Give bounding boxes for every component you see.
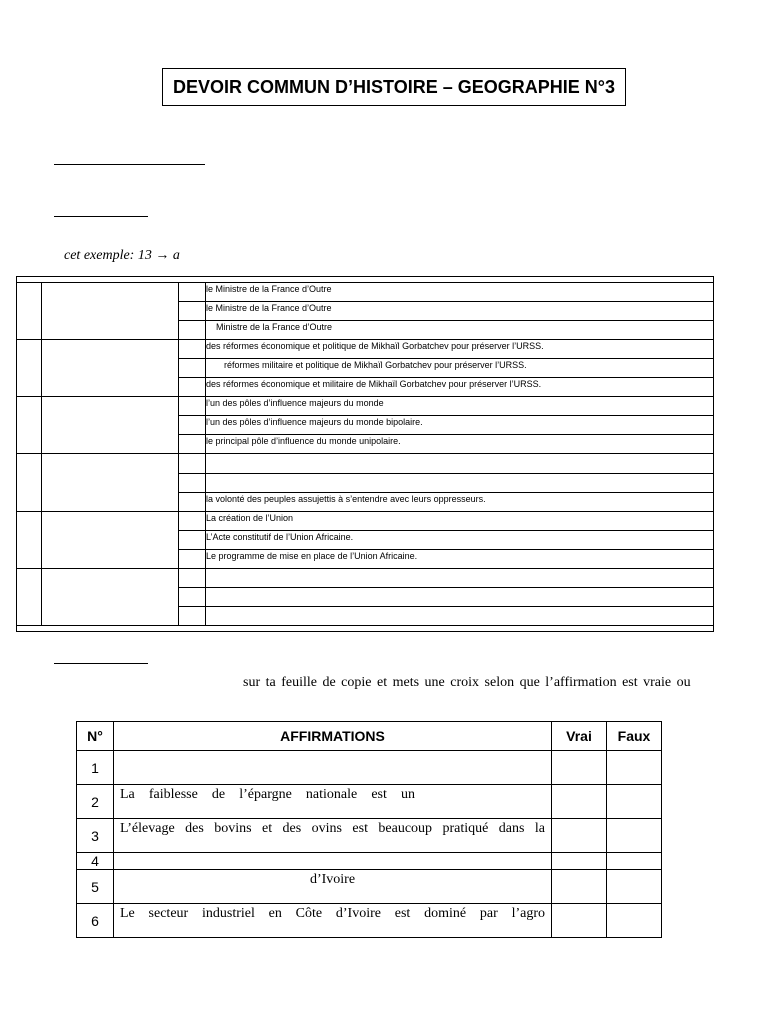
affirmation-text [114, 751, 552, 785]
table-row [77, 751, 662, 785]
qcm-table [16, 276, 714, 632]
header-vrai: Vrai [552, 722, 607, 751]
faux-checkbox[interactable] [607, 785, 662, 819]
faux-checkbox[interactable] [607, 870, 662, 904]
vrai-checkbox[interactable] [552, 853, 607, 870]
row-number: 6 [77, 904, 114, 938]
affirmation-text: La faiblesse de l’épargne nationale est un [114, 785, 552, 819]
example-text: cet exemple: 13 → a [64, 248, 180, 263]
qcm-option-text: Ministre de la France d’Outre [216, 322, 333, 333]
qcm-option-text: des réformes économique et politique de Mikhaïl Gorbatchev pour préserver l’URSS. [206, 341, 544, 352]
vrai-checkbox[interactable] [552, 751, 607, 785]
row-number: 2 [77, 785, 114, 819]
header-number: N° [77, 722, 114, 751]
qcm-option-text: le Ministre de la France d’Outre [206, 303, 332, 314]
question-divider [16, 511, 714, 512]
table-row [77, 853, 662, 870]
vrai-checkbox[interactable] [552, 785, 607, 819]
faux-checkbox[interactable] [607, 904, 662, 938]
true-false-table [76, 721, 662, 938]
faux-checkbox[interactable] [607, 853, 662, 870]
table-row [77, 785, 662, 819]
table-row [77, 904, 662, 938]
faux-checkbox[interactable] [607, 751, 662, 785]
qcm-option-text: l’un des pôles d’influence majeurs du monde [206, 398, 384, 409]
row-number: 1 [77, 751, 114, 785]
question-divider [16, 453, 714, 454]
header-affirmations: AFFIRMATIONS [114, 722, 552, 751]
header-faux: Faux [607, 722, 662, 751]
qcm-option-text: réformes militaire et politique de Mikhaïl Gorbatchev pour préserver l’URSS. [224, 360, 527, 371]
option-divider [178, 606, 714, 607]
subsection-heading-rule [54, 663, 148, 664]
option-divider [178, 473, 714, 474]
table-header-row [77, 722, 662, 751]
row-number: 5 [77, 870, 114, 904]
subsection-heading-rule [54, 216, 148, 217]
qcm-bottom-rule [16, 625, 714, 626]
affirmation-text: L’élevage des bovins et des ovins est beaucoup pratiqué dans la [114, 819, 552, 853]
qcm-option-text: La création de l’Union [206, 512, 294, 523]
instruction-text: sur ta feuille de copie et mets une croix selon que l’affirmation est vraie ou [243, 675, 691, 690]
row-number: 3 [77, 819, 114, 853]
table-row [77, 819, 662, 853]
qcm-option-text: Le programme de mise en place de l’Union Africaine. [206, 550, 418, 561]
vrai-checkbox[interactable] [552, 904, 607, 938]
row-number: 4 [77, 853, 114, 870]
question-divider [16, 568, 714, 569]
qcm-option-text: L’Acte constitutif de l’Union Africaine. [206, 531, 354, 542]
affirmation-text: Le secteur industriel en Côte d’Ivoire est dominé par l’agro [114, 904, 552, 938]
option-divider [178, 587, 714, 588]
vrai-checkbox[interactable] [552, 819, 607, 853]
qcm-option-text: la volonté des peuples assujettis à s’entendre avec leurs oppresseurs. [206, 493, 486, 504]
table-row [77, 870, 662, 904]
page-title: DEVOIR COMMUN D’HISTOIRE – GEOGRAPHIE N°3 [162, 68, 626, 106]
affirmation-text [114, 853, 552, 870]
qcm-option-text: des réformes économique et militaire de Mikhaïl Gorbatchev pour préserver l’URSS. [206, 379, 542, 390]
section-heading-rule [54, 164, 205, 165]
qcm-option-text: le principal pôle d’influence du monde unipolaire. [206, 436, 401, 447]
vrai-checkbox[interactable] [552, 870, 607, 904]
faux-checkbox[interactable] [607, 819, 662, 853]
qcm-option-text: l’un des pôles d’influence majeurs du monde bipolaire. [206, 417, 423, 428]
affirmation-text: d’Ivoire [114, 870, 552, 904]
qcm-top-rule [16, 282, 714, 283]
qcm-option-text: le Ministre de la France d’Outre [206, 284, 332, 294]
